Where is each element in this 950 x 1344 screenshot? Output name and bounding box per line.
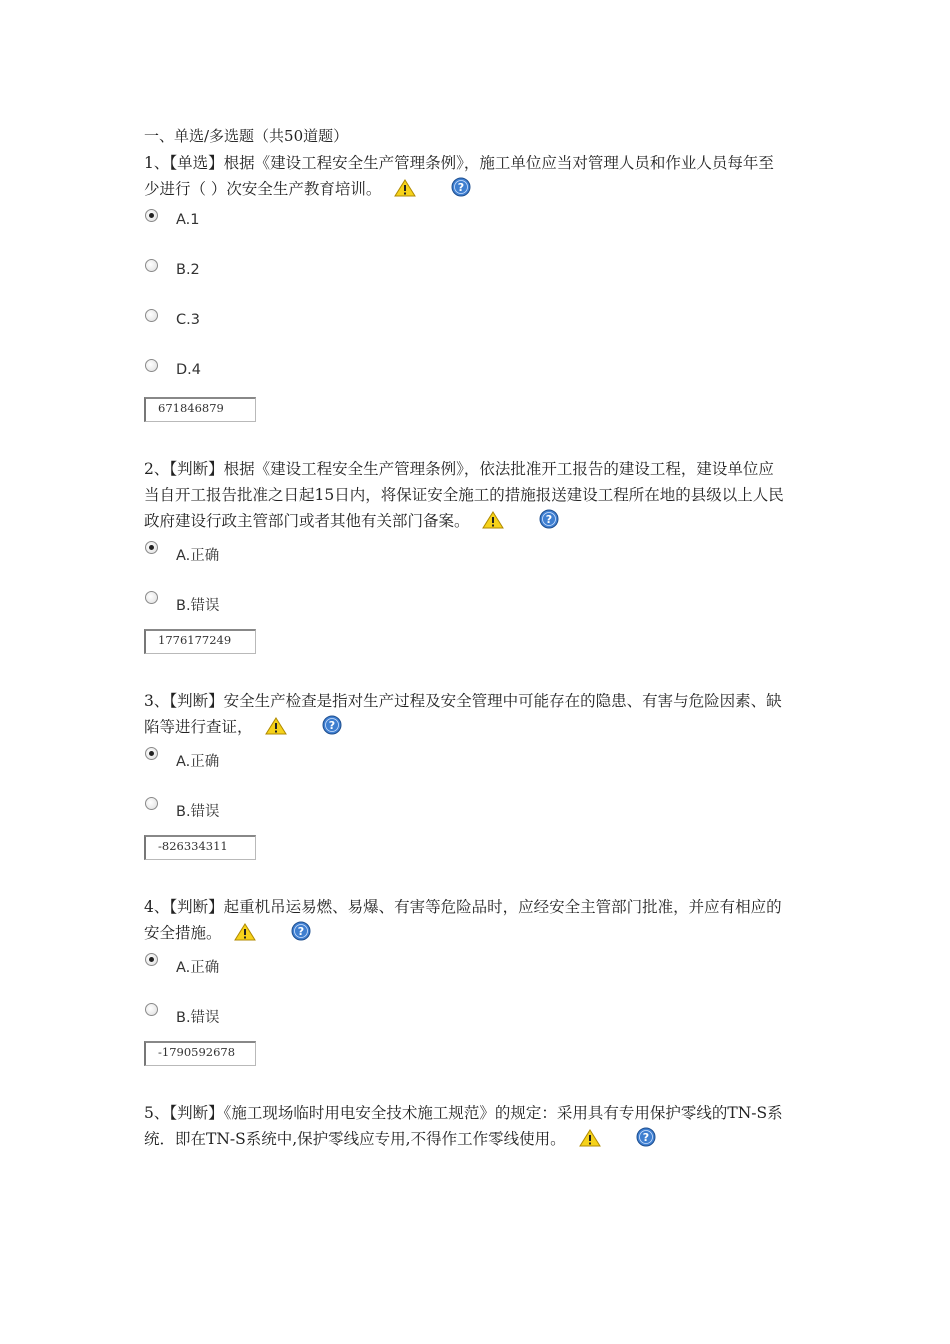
question-text <box>144 150 784 205</box>
question-2 <box>144 456 784 654</box>
question-stem: 5、【判断】《施工现场临时用电安全技术施工规范》的规定：采用具有专用保护零线的TN-S系统．即在TN-S系统中,保护零线应专用,不得作工作零线使用。 <box>144 1104 783 1148</box>
warning-icon[interactable] <box>234 923 256 949</box>
option-item[interactable] <box>144 357 784 407</box>
svg-text:?: ? <box>642 1131 649 1144</box>
question-stem: 3、【判断】安全生产检查是指对生产过程及安全管理中可能存在的隐患、有害与危险因素、缺陷等进行查证， <box>144 692 782 736</box>
question-id-field: 671846879 <box>144 397 256 422</box>
section-title: 一、单选/多选题（共50道题） <box>144 127 349 145</box>
option-list <box>144 745 784 845</box>
radio-button[interactable] <box>145 1003 158 1016</box>
question-stem: 2、【判断】根据《建设工程安全生产管理条例》，依法批准开工报告的建设工程，建设单位应当自开工报告批准之日起15日内，将保证安全施工的措施报送建设工程所在地的县级以上人民政府建设行政主管部门或者其他有关部门备案。 <box>144 460 784 530</box>
question-id-field: -826334311 <box>144 835 256 860</box>
question-5 <box>144 1100 784 1155</box>
svg-text:?: ? <box>298 925 305 938</box>
question-3 <box>144 688 784 860</box>
question-1 <box>144 150 784 422</box>
option-item[interactable] <box>144 951 784 1001</box>
radio-button[interactable] <box>145 309 158 322</box>
option-label: C.3 <box>176 312 200 328</box>
radio-button[interactable] <box>145 359 158 372</box>
question-text <box>144 894 784 949</box>
option-list <box>144 951 784 1051</box>
radio-button[interactable] <box>145 591 158 604</box>
warning-icon[interactable] <box>579 1129 601 1155</box>
radio-button[interactable] <box>145 953 158 966</box>
warning-icon[interactable] <box>394 179 416 205</box>
radio-button[interactable] <box>145 797 158 810</box>
question-text <box>144 688 784 743</box>
warning-icon[interactable] <box>265 717 287 743</box>
help-icon[interactable] <box>451 177 471 205</box>
exam-page <box>144 124 784 1189</box>
option-item[interactable] <box>144 795 784 845</box>
option-label: B.错误 <box>176 598 220 614</box>
option-item[interactable] <box>144 257 784 307</box>
question-id-field: 1776177249 <box>144 629 256 654</box>
question-text <box>144 456 784 537</box>
option-item[interactable] <box>144 1001 784 1051</box>
option-list <box>144 539 784 639</box>
option-item[interactable] <box>144 589 784 639</box>
help-icon[interactable] <box>539 509 559 537</box>
option-item[interactable] <box>144 207 784 257</box>
radio-button[interactable] <box>145 747 158 760</box>
warning-icon[interactable] <box>482 511 504 537</box>
option-label: B.2 <box>176 262 200 278</box>
option-label: A.正确 <box>176 548 220 564</box>
option-label: D.4 <box>176 362 201 378</box>
question-4 <box>144 894 784 1066</box>
svg-text:?: ? <box>329 719 336 732</box>
option-item[interactable] <box>144 539 784 589</box>
question-stem: 1、【单选】根据《建设工程安全生产管理条例》，施工单位应当对管理人员和作业人员每年至少进行（ ）次安全生产教育培训。 <box>144 154 774 198</box>
help-icon[interactable] <box>322 715 342 743</box>
help-icon[interactable] <box>291 921 311 949</box>
option-label: A.正确 <box>176 754 220 770</box>
option-list <box>144 207 784 407</box>
option-label: A.正确 <box>176 960 220 976</box>
radio-button[interactable] <box>145 541 158 554</box>
option-label: B.错误 <box>176 1010 220 1026</box>
question-id-field: -1790592678 <box>144 1041 256 1066</box>
option-item[interactable] <box>144 745 784 795</box>
svg-text:?: ? <box>546 513 553 526</box>
help-icon[interactable] <box>636 1127 656 1155</box>
radio-button[interactable] <box>145 259 158 272</box>
option-label: A.1 <box>176 212 200 228</box>
question-list <box>144 150 784 1155</box>
question-text <box>144 1100 784 1155</box>
question-stem: 4、【判断】起重机吊运易燃、易爆、有害等危险品时，应经安全主管部门批准，并应有相应的安全措施。 <box>144 898 782 942</box>
radio-button[interactable] <box>145 209 158 222</box>
svg-text:?: ? <box>458 181 465 194</box>
option-label: B.错误 <box>176 804 220 820</box>
option-item[interactable] <box>144 307 784 357</box>
